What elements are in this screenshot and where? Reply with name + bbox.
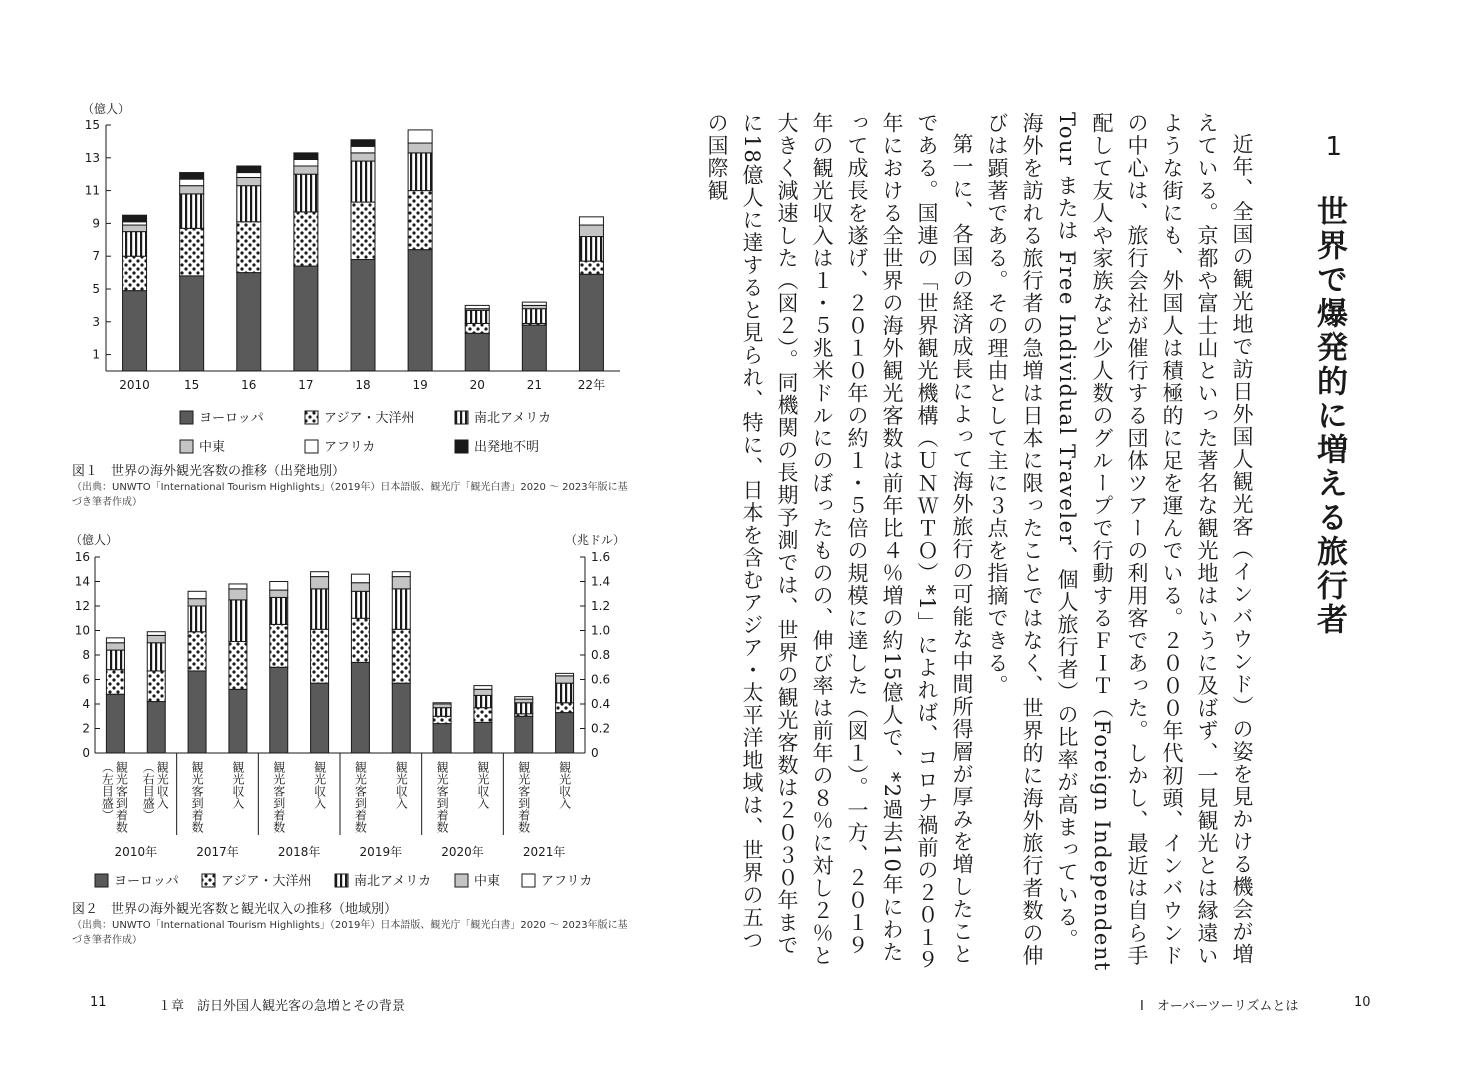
y-tick-left-label: 6 — [82, 672, 90, 687]
legend-label: ヨーロッパ — [114, 874, 179, 889]
bar-segment — [351, 259, 375, 371]
y-tick-right-label: 0.4 — [591, 697, 611, 711]
bar-segment — [180, 194, 204, 228]
bar-segment — [579, 225, 603, 236]
y-tick-label: 7 — [92, 249, 100, 264]
bar-segment — [147, 643, 165, 671]
figure-2-caption — [72, 902, 637, 948]
bar-category-label: 観光客到着数 — [190, 761, 205, 833]
bar-segment — [229, 642, 247, 690]
bar-segment — [294, 212, 318, 266]
bar-segment — [147, 632, 165, 636]
x-tick-label: 19 — [412, 378, 428, 392]
section-title: 世界で爆発的に増える旅行者 — [1311, 195, 1347, 637]
bar-segment — [311, 577, 329, 589]
bar-segment — [123, 256, 147, 290]
body-paragraph-1: 近年、全国の観光地で訪日外国人観光客（インバウンド）の姿を見かける機会が増えている。京都や富士山といった著名な観光地はいうに及ばず、一見観光とは縁遠いような街にも、外国人は積極的に足を運んでいる。２０００年代初頭、インバウンドの中心は、旅行会社が催行する団体ツアーの利用客であった。しかし、最近は自ら手配して友人や家族など少人数のグループで行動するＦＩＴ（Foreign Independent Tour または Free Individual Traveler、個人旅行者）の比率が高まっている。海外を訪れる旅行者の急増は日本に限ったことではなく、世界的に海外旅行者数の伸びは顕著である。その理由として主に３点を指摘できる。 — [985, 112, 1254, 972]
y-axis-title: （億人） — [82, 102, 131, 116]
bar-segment — [579, 237, 603, 262]
bar-segment — [474, 686, 492, 690]
bar-category-label: 観光客到着数 — [271, 761, 286, 833]
legend-swatch — [455, 411, 468, 424]
x-tick-label: 18 — [355, 378, 371, 392]
y-tick-label: 15 — [84, 118, 100, 132]
legend-label: 中東 — [474, 874, 501, 889]
bar-segment — [556, 673, 574, 675]
bar-segment — [408, 250, 432, 371]
y-tick-right-label: 0.6 — [591, 672, 611, 687]
bar-segment — [311, 572, 329, 577]
legend-label: アジア・大洋州 — [324, 411, 415, 426]
y-tick-left-label: 2 — [82, 721, 90, 736]
bar-category-label: 観光収入 — [230, 761, 245, 809]
legend-swatch — [335, 874, 348, 887]
bar-segment — [237, 177, 261, 185]
bar-segment — [294, 166, 318, 174]
bar-category-label: 観光収入 — [557, 761, 572, 809]
y-tick-right-label: 0.2 — [591, 721, 611, 736]
bar-segment — [433, 724, 451, 753]
bar-segment — [351, 574, 369, 583]
bar-segment — [123, 215, 147, 222]
bar-segment — [237, 186, 261, 222]
bar-segment — [474, 708, 492, 723]
bar-segment — [515, 699, 533, 703]
bar-segment — [123, 232, 147, 257]
y-tick-label: 13 — [84, 150, 100, 165]
legend-swatch — [522, 874, 535, 887]
body-paragraph-2: 第一に、各国の経済成長によって海外旅行の可能な中間所得層が厚みを増したことである。国連の「世界観光機構（ＵＮＷＴＯ）*1」によれば、コロナ禍前の２０１９年における全世界の海外観光客数は前年比４％増の約15億人で、*2過去10年にわたって成長を遂げ、２０１０年の約１・５倍の規模に達した（図１）。一方、２０１９年の観光収入は１・５兆米ドルにのぼったものの、伸び率は前年の８％に対し２％と大きく減速した（図２）。同機関の長期予測では、世界の観光客数は２０３０年までに18億人に達すると見られ、特に、日本を含むアジア・太平洋地域は、世界の五つの国際観 — [705, 112, 974, 972]
bar-segment — [522, 302, 546, 305]
bar-segment — [556, 703, 574, 713]
legend-swatch — [305, 411, 318, 424]
legend-swatch — [95, 874, 108, 887]
bar-segment — [465, 323, 489, 333]
bar-segment — [392, 683, 410, 753]
y-tick-label: 3 — [92, 314, 100, 329]
bar-segment — [465, 333, 489, 371]
bar-segment — [229, 600, 247, 642]
bar-segment — [515, 716, 533, 753]
bar-segment — [579, 217, 603, 225]
bar-segment — [294, 153, 318, 160]
legend-label: 南北アメリカ — [354, 874, 432, 889]
y-tick-left-label: 8 — [82, 648, 90, 662]
bar-segment — [433, 704, 451, 708]
x-tick-label: 15 — [184, 378, 200, 392]
bar-segment — [351, 583, 369, 592]
left-running-header: １章 訪日外国人観光客の急増とその背景 — [158, 999, 406, 1014]
bar-segment — [188, 591, 206, 598]
bar-segment — [237, 166, 261, 173]
bar-segment — [180, 173, 204, 180]
figure-1-caption — [72, 464, 637, 510]
bar-segment — [351, 161, 375, 202]
bar-segment — [351, 140, 375, 147]
legend-swatch — [180, 411, 193, 424]
x-tick-label: 17 — [298, 378, 314, 392]
x-tick-label: 20 — [469, 378, 485, 392]
y-tick-label: 1 — [92, 347, 100, 362]
left-page-number: 11 — [90, 995, 107, 1010]
y-tick-left-label: 10 — [74, 623, 90, 638]
bar-category-label: 観光収入 — [155, 761, 170, 809]
section-number: 1 — [1325, 132, 1342, 162]
bar-segment — [351, 591, 369, 618]
bar-segment — [180, 186, 204, 194]
bar-category-label: 観光収入 — [312, 761, 327, 809]
bar-segment — [229, 589, 247, 600]
bar-segment — [408, 191, 432, 250]
y-axis-left-title: （億人） — [70, 533, 119, 547]
bar-segment — [392, 577, 410, 589]
bar-segment — [180, 276, 204, 371]
bar-segment — [311, 629, 329, 683]
right-running-header: Ⅰ オーバーツーリズムとは — [1140, 999, 1299, 1014]
x-tick-label: 16 — [241, 378, 257, 392]
y-tick-left-label: 0 — [82, 746, 90, 760]
bar-segment — [474, 689, 492, 695]
bar-segment — [515, 703, 533, 714]
bar-segment — [188, 599, 206, 606]
bar-category-label: 観光客到着数 — [516, 761, 531, 833]
legend-label: アジア・大洋州 — [221, 874, 312, 889]
bar-segment — [106, 638, 124, 643]
bar-segment — [465, 310, 489, 323]
bar-segment — [351, 146, 375, 153]
figure-2-source: （出典：UNWTO「International Tourism Highlights」（2019年）日本語版、観光庁「観光白書」2020 ～ 2023年版に基づき筆者作成） — [72, 920, 628, 946]
bar-category-label: 観光収入 — [475, 761, 490, 809]
figure-2-title: 図２ 世界の海外観光客数と観光収入の推移（地域別） — [72, 902, 398, 917]
bar-segment — [351, 662, 369, 753]
bar-segment — [392, 572, 410, 577]
bar-segment — [106, 643, 124, 650]
figure-2-chart — [60, 530, 640, 898]
bar-segment — [229, 689, 247, 753]
x-tick-label: 2010 — [119, 378, 150, 392]
y-tick-left-label: 12 — [74, 599, 90, 613]
figure-1-source: （出典：UNWTO「International Tourism Highlights」（2019年）日本語版、観光庁「観光白書」2020 ～ 2023年版に基づき筆者作成） — [72, 482, 628, 508]
bar-category-label: （左目盛） — [100, 761, 115, 821]
bar-segment — [106, 650, 124, 670]
bar-segment — [147, 671, 165, 702]
legend-label: 南北アメリカ — [474, 411, 552, 426]
bar-segment — [408, 130, 432, 143]
bar-segment — [180, 179, 204, 186]
group-label: 2021年 — [522, 845, 566, 859]
body-text — [699, 112, 1259, 972]
bar-segment — [229, 584, 247, 589]
bar-segment — [123, 225, 147, 232]
bar-segment — [270, 624, 288, 667]
bar-segment — [351, 202, 375, 259]
group-label: 2020年 — [441, 845, 484, 859]
bar-segment — [188, 632, 206, 671]
figure-1-chart — [60, 95, 640, 460]
bar-segment — [294, 174, 318, 212]
bar-segment — [433, 716, 451, 723]
group-label: 2019年 — [359, 845, 403, 859]
bar-category-label: 観光収入 — [394, 761, 409, 809]
bar-segment — [556, 713, 574, 753]
bar-segment — [474, 695, 492, 707]
bar-segment — [188, 671, 206, 753]
figure-1-title: 図１ 世界の海外観光客数の推移（出発地別） — [72, 464, 346, 479]
bar-segment — [237, 173, 261, 178]
y-tick-left-label: 16 — [74, 550, 90, 564]
legend-label: ヨーロッパ — [199, 411, 264, 426]
bar-category-label: 観光客到着数 — [353, 761, 368, 833]
bar-segment — [515, 697, 533, 699]
legend-label: アフリカ — [324, 440, 376, 455]
bar-segment — [270, 597, 288, 624]
group-label: 2017年 — [196, 845, 239, 859]
bar-segment — [106, 694, 124, 753]
bar-segment — [579, 261, 603, 274]
bar-segment — [556, 676, 574, 683]
bar-segment — [123, 291, 147, 371]
legend-label: アフリカ — [541, 874, 593, 889]
bar-segment — [351, 618, 369, 662]
bar-segment — [294, 266, 318, 371]
bar-segment — [180, 228, 204, 276]
group-label: 2010年 — [114, 845, 158, 859]
right-page — [705, 0, 1464, 1091]
y-axis-right-title: （兆ドル） — [565, 533, 626, 547]
bar-segment — [392, 629, 410, 683]
bar-segment — [311, 683, 329, 753]
bar-segment — [465, 305, 489, 308]
bar-segment — [408, 143, 432, 153]
bar-category-label: 観光客到着数 — [435, 761, 450, 833]
bar-segment — [556, 683, 574, 703]
legend-swatch — [202, 874, 215, 887]
bar-segment — [522, 325, 546, 371]
legend-swatch — [455, 440, 468, 453]
bar-category-label: （右目盛） — [141, 761, 156, 821]
bar-segment — [294, 159, 318, 166]
bar-segment — [188, 606, 206, 632]
legend-label: 中東 — [199, 440, 226, 455]
bar-segment — [433, 703, 451, 704]
bar-segment — [270, 667, 288, 753]
y-tick-label: 5 — [92, 282, 100, 296]
y-tick-label: 9 — [92, 216, 100, 231]
legend-swatch — [455, 874, 468, 887]
bar-segment — [351, 153, 375, 161]
bar-segment — [147, 635, 165, 642]
y-tick-right-label: 1.2 — [591, 599, 611, 613]
y-tick-left-label: 4 — [82, 697, 90, 711]
x-tick-label: 21 — [526, 378, 542, 392]
bar-segment — [270, 590, 288, 597]
bar-segment — [433, 708, 451, 717]
bar-segment — [474, 722, 492, 753]
bar-segment — [392, 589, 410, 629]
bar-segment — [237, 222, 261, 273]
bar-segment — [579, 274, 603, 371]
bar-segment — [408, 153, 432, 191]
y-tick-right-label: 1.0 — [591, 623, 611, 638]
bar-segment — [522, 309, 546, 324]
legend-swatch — [180, 440, 193, 453]
y-tick-right-label: 0 — [591, 746, 599, 760]
y-tick-label: 11 — [84, 183, 100, 198]
y-tick-right-label: 0.8 — [591, 648, 611, 662]
bar-category-label: 観光客到着数 — [114, 761, 129, 833]
right-page-number: 10 — [1354, 995, 1371, 1010]
bar-segment — [106, 670, 124, 695]
y-tick-left-label: 14 — [74, 574, 90, 589]
bar-segment — [311, 589, 329, 629]
y-tick-right-label: 1.4 — [591, 574, 611, 589]
legend-swatch — [305, 440, 318, 453]
x-tick-label: 22年 — [577, 378, 606, 392]
y-tick-right-label: 1.6 — [591, 550, 611, 564]
bar-segment — [147, 702, 165, 753]
legend-label: 出発地不明 — [474, 440, 540, 455]
bar-segment — [237, 273, 261, 371]
bar-segment — [270, 582, 288, 591]
group-label: 2018年 — [277, 845, 321, 859]
